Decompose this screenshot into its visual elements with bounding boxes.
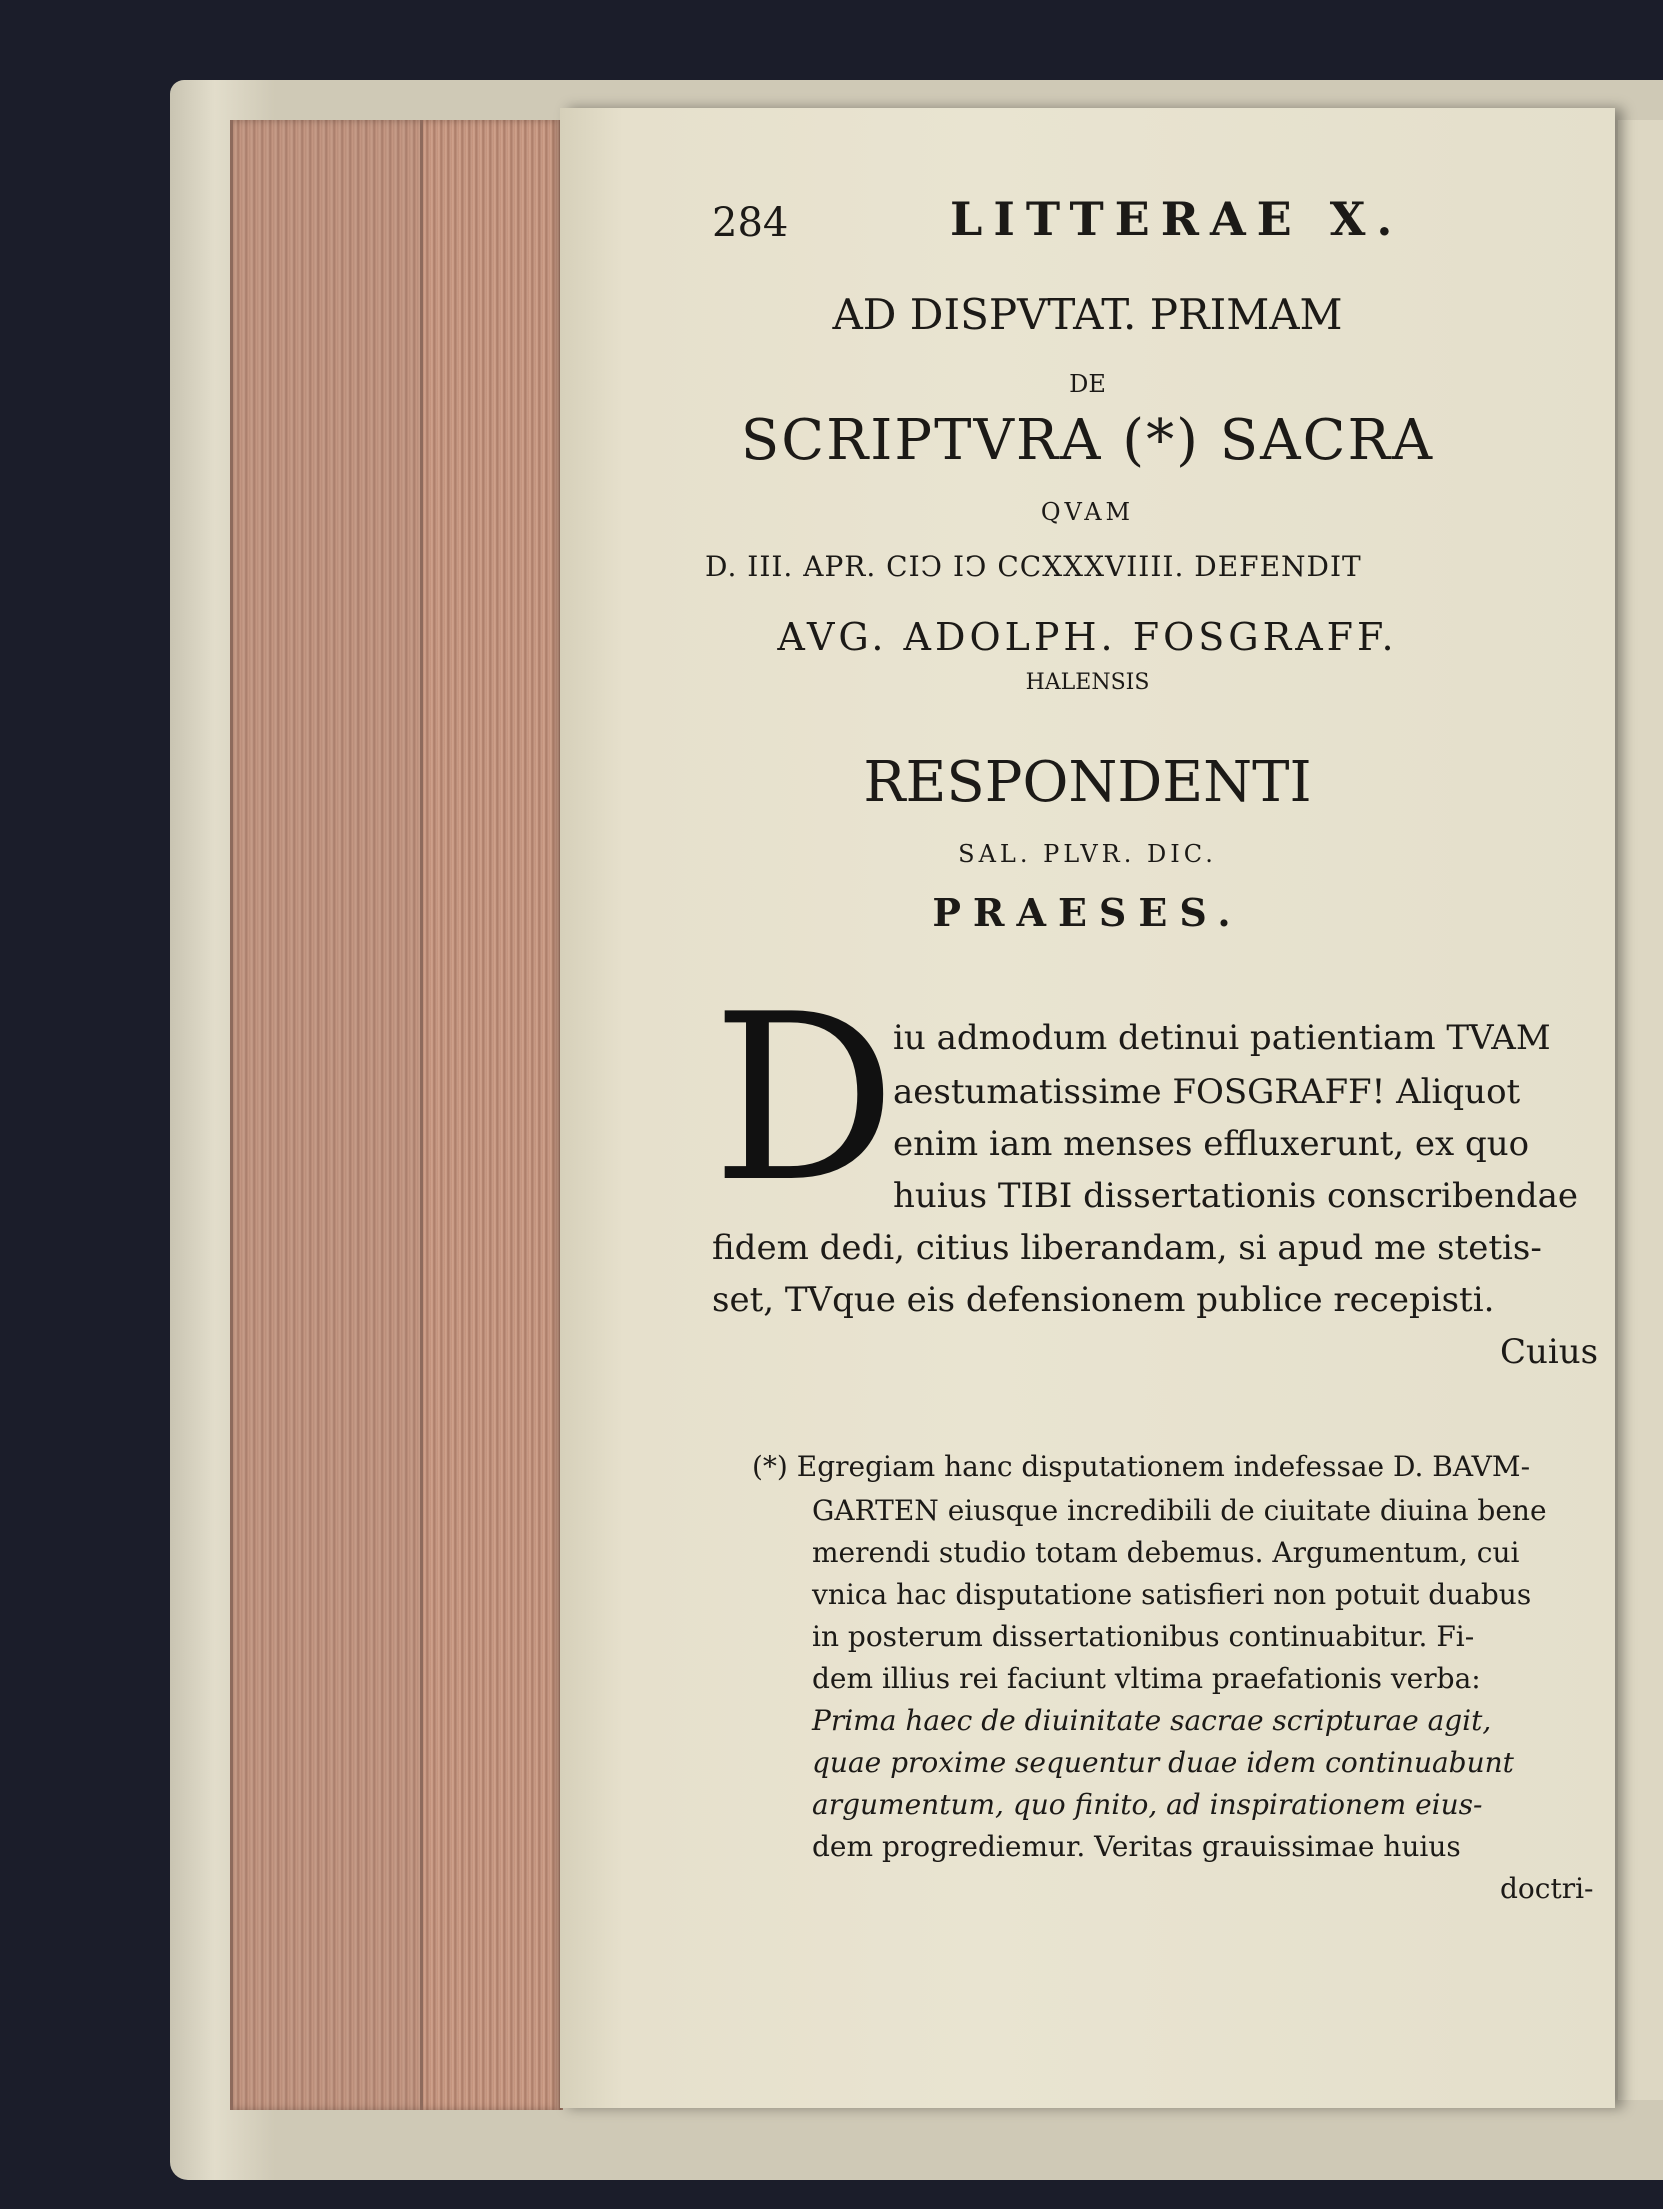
footnote-line: merendi studio totam debemus. Argumentum, cui <box>812 1536 1520 1569</box>
heading-salutation: SAL. PLVR. DIC. <box>958 840 1217 868</box>
footnote-line: vnica hac disputatione satisfieri non potuit duabus <box>812 1578 1532 1611</box>
catchword: Cuius <box>1500 1332 1599 1372</box>
running-title: LITTERAE X. <box>950 192 1404 246</box>
footnote-line: Prima haec de diuinitate sacrae scripturae agit, <box>812 1704 1492 1737</box>
footnote-line: in posterum dissertationibus continuabitur. Fi- <box>812 1620 1475 1653</box>
body-line: iu admodum detinui patientiam TVAM <box>893 1018 1551 1058</box>
footnote-line: GARTEN eiusque incredibili de ciuitate diuina bene <box>812 1494 1547 1527</box>
body-line: huius TIBI dissertationis conscribendae <box>893 1176 1578 1216</box>
body-line: set, TVque eis defensionem publice recepisti. <box>712 1280 1495 1320</box>
facing-page-edge <box>1618 120 1663 2100</box>
body-line: aestumatissime FOSGRAFF! Aliquot <box>893 1072 1521 1112</box>
heading-date-line: D. III. APR. CIↃ IↃ CCXXXVIIII. DEFENDIT <box>705 550 1362 583</box>
heading-line-2: DE <box>1069 370 1106 398</box>
heading-main-title: SCRIPTVRA (*) SACRA <box>740 408 1435 473</box>
footnote-line: argumentum, quo finito, ad inspirationem eius- <box>812 1788 1483 1821</box>
heading-line-4: QVAM <box>1040 498 1135 526</box>
heading-origin: HALENSIS <box>1025 670 1150 695</box>
heading-respondenti: RESPONDENTI <box>863 750 1312 815</box>
drop-cap-initial: D <box>712 966 897 1233</box>
body-line: fidem dedi, citius liberandam, si apud me stetis- <box>712 1228 1542 1268</box>
heading-praeses: PRAESES. <box>932 890 1243 935</box>
page-edges-inner <box>420 120 563 2110</box>
heading-line-1: AD DISPVTAT. PRIMAM <box>832 290 1343 339</box>
footnote-catchword: doctri- <box>1500 1872 1594 1905</box>
footnote-line: (*) Egregiam hanc disputationem indefessae D. BAVM- <box>752 1450 1531 1483</box>
page-number: 284 <box>712 200 789 246</box>
heading-author: AVG. ADOLPH. FOSGRAFF. <box>777 615 1398 659</box>
body-line: enim iam menses effluxerunt, ex quo <box>893 1124 1530 1164</box>
footnote-line: dem progrediemur. Veritas grauissimae huius <box>812 1830 1461 1863</box>
footnote-line: dem illius rei faciunt vltima praefationis verba: <box>812 1662 1481 1695</box>
footnote-line: quae proxime sequentur duae idem continuabunt <box>812 1746 1514 1779</box>
